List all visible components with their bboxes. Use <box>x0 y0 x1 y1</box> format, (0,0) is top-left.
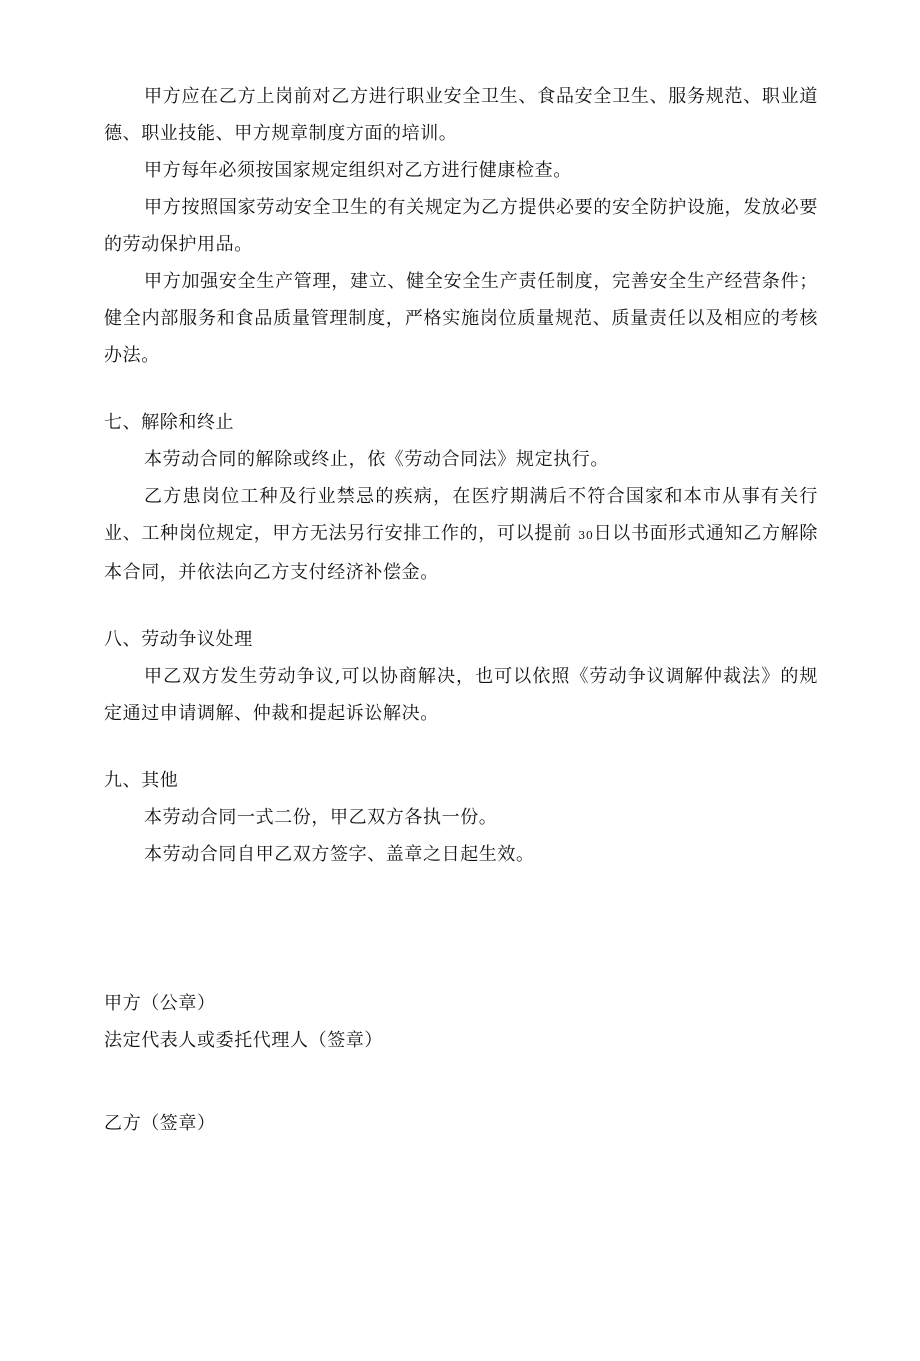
section-6-paragraph-safety-management: 甲方加强安全生产管理，建立、健全安全生产责任制度，完善安全生产经营条件；健全内部服务和食品质量管理制度，严格实施岗位质量规范、质量责任以及相应的考核办法。 <box>104 271 818 366</box>
section-7-paragraph-illness <box>104 478 818 591</box>
section-8-heading: 八、劳动争议处理 <box>104 629 253 650</box>
document-body <box>104 78 818 1142</box>
party-b-signature-label: 乙方（签章） <box>104 1113 216 1134</box>
section-7-illness-text-after: 日以书面形式通知乙方解除本合同，并依法向乙方支付经济补偿金。 <box>104 523 818 583</box>
section-6-paragraph-health-check: 甲方每年必须按国家规定组织对乙方进行健康检查。 <box>144 160 572 181</box>
section-9-paragraph-effective: 本劳动合同自甲乙双方签字、盖章之日起生效。 <box>144 844 535 865</box>
section-9-heading: 九、其他 <box>104 770 179 791</box>
party-a-seal-label: 甲方（公章） <box>104 993 216 1014</box>
signature-block <box>104 985 818 1142</box>
section-9-paragraph-copies: 本劳动合同一式二份，甲乙双方各执一份。 <box>144 807 498 828</box>
section-7-heading: 七、解除和终止 <box>104 412 235 433</box>
legal-representative-label: 法定代表人或委托代理人（签章） <box>104 1030 383 1051</box>
section-8-paragraph-dispute: 甲乙双方发生劳动争议,可以协商解决，也可以依照《劳动争议调解仲裁法》的规定通过申请调解、仲裁和提起诉讼解决。 <box>104 666 818 724</box>
notice-days: 30 <box>578 529 594 542</box>
section-6-paragraph-training: 甲方应在乙方上岗前对乙方进行职业安全卫生、食品安全卫生、服务规范、职业道德、职业技能、甲方规章制度方面的培训。 <box>104 86 818 144</box>
section-7-illness-text-before: 乙方患岗位工种及行业禁忌的疾病，在医疗期满后不符合国家和本市从事有关行业、工种岗位规定，甲方无法另行安排工作的，可以提前 <box>104 486 818 544</box>
section-6-paragraph-protection: 甲方按照国家劳动安全卫生的有关规定为乙方提供必要的安全防护设施，发放必要的劳动保护用品。 <box>104 197 818 255</box>
section-7-paragraph-termination: 本劳动合同的解除或终止，依《劳动合同法》规定执行。 <box>144 449 609 470</box>
